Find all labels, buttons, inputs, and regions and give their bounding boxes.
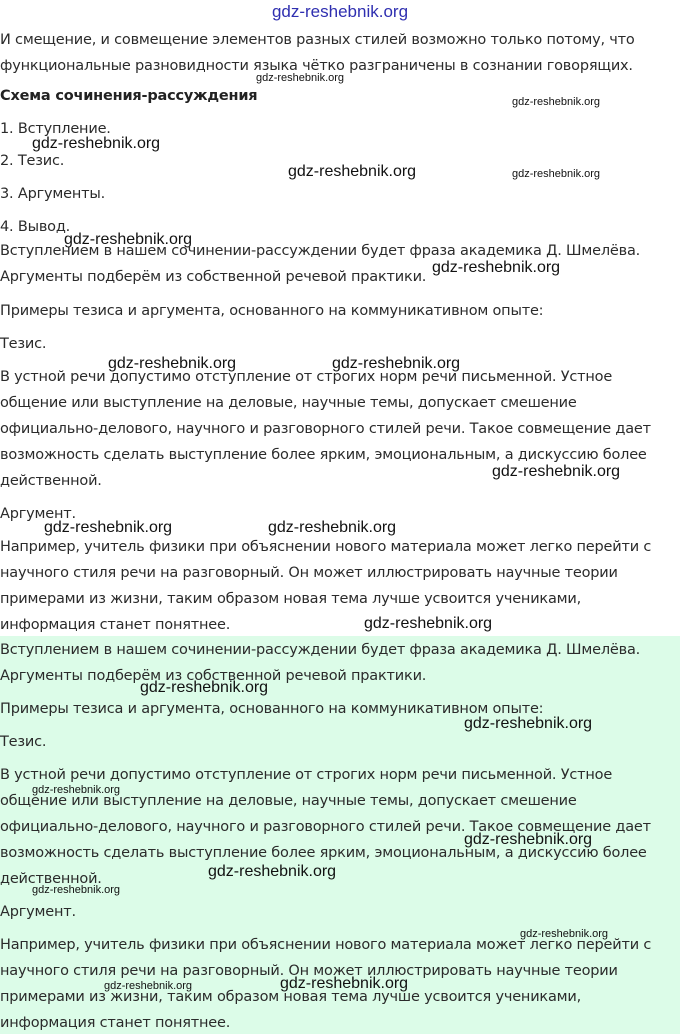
essay2-thesis-label: Тезис.: [0, 734, 47, 750]
essay2-intro-line-2: Аргументы подберём из собственной речевой практики.: [0, 668, 427, 684]
watermark: gdz-reshebnik.org: [256, 72, 345, 84]
watermark: gdz-reshebnik.org: [104, 980, 193, 992]
watermark: gdz-reshebnik.org: [32, 884, 121, 896]
watermark: gdz-reshebnik.org: [512, 96, 601, 108]
essay2-argument-line-4: информация станет понятнее.: [0, 1015, 231, 1031]
essay2-argument-line-1: Например, учитель физики при объяснении нового материала может легко перейти с: [0, 937, 652, 953]
watermark: gdz-reshebnik.org: [32, 135, 161, 152]
essay2-thesis-line-3: официально-делового, научного и разговорного стилей речи. Такое совмещение дает: [0, 819, 651, 835]
essay1-intro-line-1: Вступлением в нашем сочинении-рассуждении будет фраза академика Д. Шмелёва.: [0, 243, 641, 259]
essay2-examples-line: Примеры тезиса и аргумента, основанного на коммуникативном опыте:: [0, 701, 544, 717]
essay1-argument-label: Аргумент.: [0, 506, 76, 522]
watermark: gdz-reshebnik.org: [520, 928, 609, 940]
essay2-intro-line-1: Вступлением в нашем сочинении-рассуждении будет фраза академика Д. Шмелёва.: [0, 642, 641, 658]
essay1-examples-line: Примеры тезиса и аргумента, основанного на коммуникативном опыте:: [0, 303, 544, 319]
watermark: gdz-reshebnik.org: [108, 355, 237, 372]
watermark: gdz-reshebnik.org: [512, 168, 601, 180]
essay1-thesis-line-5: действенной.: [0, 473, 102, 489]
watermark: gdz-reshebnik.org: [432, 259, 561, 276]
watermark: gdz-reshebnik.org: [140, 679, 269, 696]
essay2-argument-line-2: научного стиля речи на разговорный. Он может иллюстрировать научные теории: [0, 963, 618, 979]
essay1-thesis-line-4: возможность сделать выступление более ярким, эмоциональным, а дискуссию более: [0, 447, 647, 463]
essay1-intro-line-2: Аргументы подберём из собственной речевой практики.: [0, 269, 427, 285]
scheme-item-1: 1. Вступление.: [0, 121, 111, 137]
watermark: gdz-reshebnik.org: [332, 355, 461, 372]
watermark: gdz-reshebnik.org: [364, 615, 493, 632]
essay1-argument-line-1: Например, учитель физики при объяснении нового материала может легко перейти с: [0, 539, 652, 555]
watermark-top: gdz-reshebnik.org: [271, 2, 409, 21]
intro-line-2: функциональные разновидности языка чётко разграничены в сознании говорящих.: [0, 58, 633, 74]
intro-line-1: И смещение, и совмещение элементов разных стилей возможно только потому, что: [0, 32, 635, 48]
watermark: gdz-reshebnik.org: [64, 231, 193, 248]
watermark: gdz-reshebnik.org: [32, 784, 121, 796]
essay2-argument-label: Аргумент.: [0, 904, 76, 920]
essay1-thesis-line-1: В устной речи допустимо отступление от строгих норм речи письменной. Устное: [0, 369, 613, 385]
essay2-thesis-line-2: общение или выступление на деловые, научные темы, допускает смешение: [0, 793, 577, 809]
essay1-thesis-label: Тезис.: [0, 336, 47, 352]
watermark: gdz-reshebnik.org: [44, 519, 173, 536]
essay1-thesis-line-2: общение или выступление на деловые, научные темы, допускает смешение: [0, 395, 577, 411]
essay2-thesis-line-4: возможность сделать выступление более ярким, эмоциональным, а дискуссию более: [0, 845, 647, 861]
essay2-thesis-line-1: В устной речи допустимо отступление от строгих норм речи письменной. Устное: [0, 767, 613, 783]
essay2-thesis-line-5: действенной.: [0, 871, 102, 887]
watermark: gdz-reshebnik.org: [492, 463, 621, 480]
watermark: gdz-reshebnik.org: [464, 831, 593, 848]
essay1-argument-line-3: примерами из жизни, таким образом новая тема лучше усвоится учениками,: [0, 591, 582, 607]
essay1-thesis-line-3: официально-делового, научного и разговорного стилей речи. Такое совмещение дает: [0, 421, 651, 437]
watermark: gdz-reshebnik.org: [280, 975, 409, 992]
essay2-argument-line-3: примерами из жизни, таким образом новая тема лучше усвоится учениками,: [0, 989, 582, 1005]
scheme-item-4: 4. Вывод.: [0, 219, 71, 235]
watermark: gdz-reshebnik.org: [268, 519, 397, 536]
watermark: gdz-reshebnik.org: [288, 163, 417, 180]
scheme-item-3: 3. Аргументы.: [0, 186, 106, 202]
watermark: gdz-reshebnik.org: [464, 715, 593, 732]
scheme-item-2: 2. Тезис.: [0, 153, 65, 169]
scheme-title: Схема сочинения-рассуждения: [0, 88, 258, 104]
essay1-argument-line-2: научного стиля речи на разговорный. Он может иллюстрировать научные теории: [0, 565, 618, 581]
essay1-argument-line-4: информация станет понятнее.: [0, 617, 231, 633]
watermark: gdz-reshebnik.org: [208, 863, 337, 880]
